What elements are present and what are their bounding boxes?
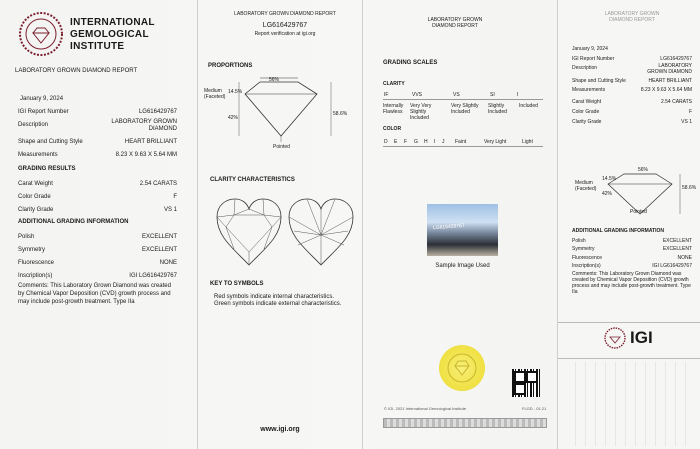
report-title: LABORATORY GROWN DIAMOND REPORT [427, 17, 483, 29]
color-grade: D [384, 139, 388, 145]
color-grade: F [404, 139, 408, 145]
sample-inscription-image [427, 204, 498, 256]
field-label: Description [18, 122, 49, 128]
field-value: VS 1 [681, 119, 692, 125]
field-label: Clarity Grade [18, 207, 54, 213]
color-grade: H [424, 139, 428, 145]
field-value: HEART BRILLIANT [648, 78, 692, 84]
clarity-grade: VS [453, 92, 460, 98]
clarity-desc: Internally Flawless [383, 103, 404, 115]
panel-stub [558, 0, 700, 449]
depth-percent: 58.6% [682, 185, 697, 191]
fold-line [197, 0, 198, 449]
field-label: Fluorescence [572, 255, 603, 261]
key-line: Red symbols indicate internal characteristics. [214, 294, 335, 300]
field-value: EXCELLENT [662, 238, 692, 244]
clarity-grade: IF [384, 92, 389, 98]
brand-name: INTERNATIONAL GEMOLOGICAL INSTITUTE [70, 17, 155, 52]
color-label: COLOR [383, 126, 402, 132]
color-grade: E [394, 139, 398, 145]
color-desc: Light [522, 139, 533, 145]
section-heading: GRADING SCALES [383, 60, 438, 66]
field-value: LABORATORY GROWN DIAMOND [647, 63, 692, 75]
field-label: Description [572, 65, 598, 71]
color-grade: J [442, 139, 445, 145]
table-percent: 56% [638, 167, 649, 173]
field-label: Polish [572, 238, 586, 244]
report-title: LABORATORY GROWN DIAMOND REPORT [15, 68, 138, 74]
form-code: FLGD - 01.21 [522, 406, 547, 411]
culet-label: Pointed [273, 144, 290, 150]
color-desc: Very Light [484, 139, 507, 145]
color-desc: Faint [455, 139, 467, 145]
culet-label: Pointed [630, 209, 647, 215]
field-label: IGI Report Number [18, 109, 69, 115]
field-label: Clarity Grade [572, 119, 602, 125]
key-line: Green symbols indicate external characteristics. [214, 301, 342, 307]
report-date: January 9, 2024 [572, 46, 608, 52]
heart-crown-diagram [214, 197, 284, 269]
field-value: F [173, 194, 177, 200]
comments: Comments: This Laboratory Grown Diamond was created by Chemical Vapor Deposition (CVD) growth process and may include post-growth treatment. Type IIa [18, 283, 171, 305]
crown-percent: 14.5% [602, 176, 617, 182]
clarity-desc: Slightly Included [488, 103, 507, 115]
pavilion-percent: 42% [602, 191, 613, 197]
girdle-label: Medium (Faceted) [204, 88, 226, 100]
section-heading: ADDITIONAL GRADING INFORMATION [572, 228, 665, 234]
section-heading: PROPORTIONS [208, 63, 253, 69]
clarity-desc: Very Slightly Included [451, 103, 479, 115]
field-value: NONE [677, 255, 692, 261]
field-value: 8.23 X 9.63 X 5.64 MM [115, 152, 177, 158]
comments: Comments: This Laboratory Grown Diamond was created by Chemical Vapor Deposition (CVD) growth process and may include post-growth treatment. Type IIa [572, 271, 691, 295]
clarity-desc: Very Very Slightly Included [410, 103, 432, 121]
field-value: NONE [159, 260, 177, 266]
depth-percent: 58.6% [333, 111, 348, 117]
field-label: IGI Report Number [572, 56, 615, 62]
table-percent: 56% [269, 77, 280, 83]
qr-code-icon[interactable] [512, 369, 540, 397]
field-label: Shape and Cutting Style [572, 78, 626, 84]
report-title: LABORATORY GROWN DIAMOND REPORT [604, 11, 660, 23]
security-strip [383, 418, 547, 428]
field-value: VS 1 [163, 207, 177, 213]
field-label: Measurements [572, 87, 606, 93]
field-value: IGI LG616429767 [129, 273, 177, 279]
clarity-label: CLARITY [383, 81, 405, 87]
igi-seal-small-icon [604, 327, 626, 349]
field-label: Inscription(s) [18, 273, 53, 279]
igi-logo-large: IGI [630, 328, 653, 347]
sample-inscription-text: LG616429767 [432, 222, 465, 232]
field-value: IGI LG616429767 [652, 263, 692, 269]
fold-line [362, 0, 363, 449]
section-heading: GRADING RESULTS [18, 166, 76, 172]
report-title: LABORATORY GROWN DIAMOND REPORT [234, 11, 336, 17]
report-number: LG616429767 [262, 22, 308, 29]
girdle-label: Medium (Faceted) [575, 180, 597, 192]
field-value: F [688, 109, 692, 115]
sample-caption: Sample Image Used [435, 263, 490, 269]
section-heading: ADDITIONAL GRADING INFORMATION [18, 219, 129, 225]
report-date: January 9, 2024 [20, 96, 64, 102]
field-value: LG616429767 [138, 109, 177, 115]
field-value: 2.54 CARATS [660, 99, 692, 105]
field-label: Symmetry [18, 247, 45, 253]
clarity-grade: SI [490, 92, 495, 98]
field-label: Shape and Cutting Style [18, 139, 83, 145]
field-value: 8.23 X 9.63 X 5.64 MM [640, 87, 692, 93]
section-heading: KEY TO SYMBOLS [210, 281, 264, 287]
field-label: Carat Weight [572, 99, 602, 105]
field-value: EXCELLENT [141, 234, 177, 240]
verification-text: Report verification at igi.org [254, 31, 316, 37]
field-value: HEART BRILLIANT [124, 139, 177, 145]
field-value: EXCELLENT [662, 246, 692, 252]
field-label: Polish [18, 234, 35, 240]
field-label: Fluorescence [18, 260, 55, 266]
color-grade: I [434, 139, 436, 145]
clarity-desc: Included [519, 103, 538, 109]
rotated-stub-details [566, 362, 692, 446]
pavilion-percent: 42% [228, 115, 239, 121]
field-label: Color Grade [572, 109, 600, 115]
crown-percent: 14.5% [228, 89, 243, 95]
field-value: 2.54 CARATS [139, 181, 177, 187]
clarity-grade: I [517, 92, 519, 98]
website-link[interactable]: www.igi.org [260, 426, 300, 433]
field-label: Color Grade [18, 194, 51, 200]
field-value: LABORATORY GROWN DIAMOND [111, 119, 177, 132]
heart-pavilion-diagram [286, 197, 356, 269]
clarity-grade: VVS [412, 92, 423, 98]
color-grade: G [414, 139, 418, 145]
field-value: EXCELLENT [141, 247, 177, 253]
field-value: LG616429767 [660, 56, 692, 62]
field-label: Carat Weight [18, 181, 53, 187]
field-label: Measurements [18, 152, 58, 158]
copyright: © IGI, 2021 International Gemological Institute [384, 406, 467, 411]
igi-seal-icon [18, 11, 64, 57]
field-label: Symmetry [572, 246, 595, 252]
field-label: Inscription(s) [572, 263, 601, 269]
hologram-seal-icon [439, 345, 485, 391]
section-heading: CLARITY CHARACTERISTICS [210, 177, 295, 183]
